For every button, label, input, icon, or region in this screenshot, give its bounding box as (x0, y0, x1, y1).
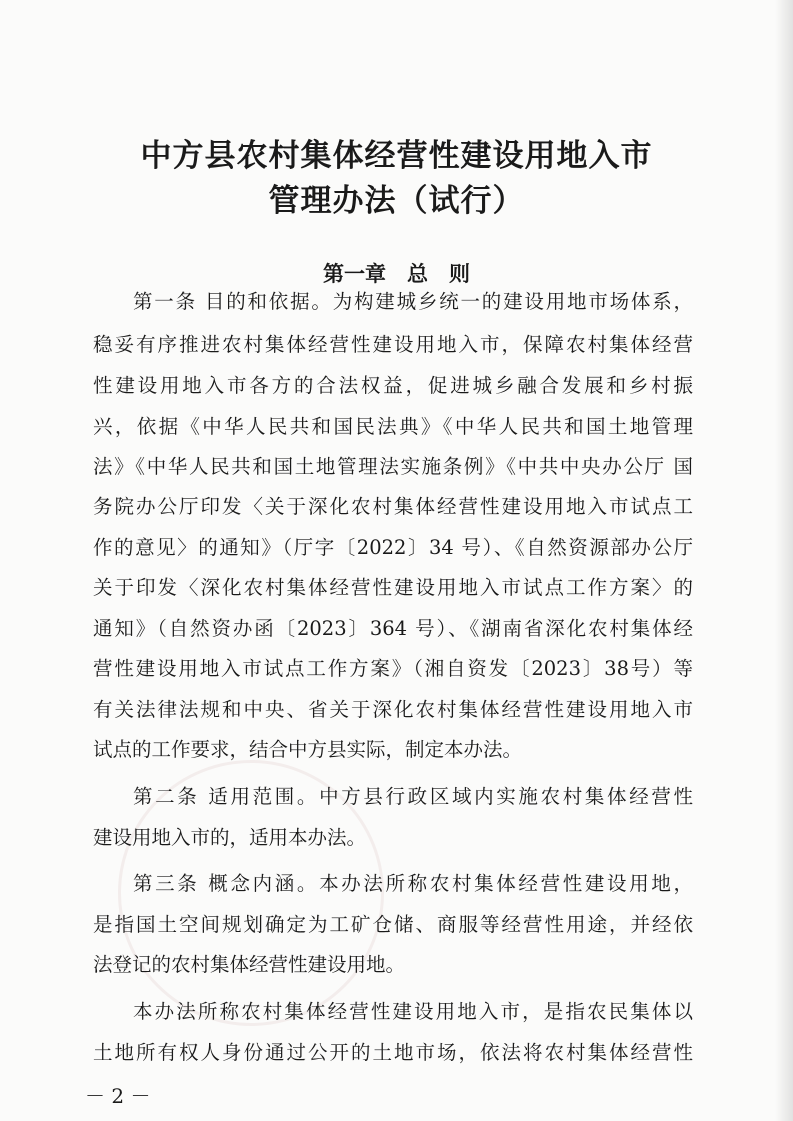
body-line: 第一条 目的和依据。为构建城乡统一的建设用地市场体系， (133, 290, 693, 313)
body-line: 土地所有权人身份通过公开的土地市场，依法将农村集体经营性 (93, 1041, 693, 1064)
body-line: 第三条 概念内涵。本办法所称农村集体经营性建设用地， (133, 872, 693, 895)
body-line: 法》《中华人民共和国土地管理法实施条例》《中共中央办公厅 国 (93, 455, 693, 478)
body-line: 试点的工作要求，结合中方县实际，制定本办法。 (93, 738, 523, 761)
document-title-line-2: 管理办法（试行） (268, 183, 525, 219)
body-line: 稳妥有序推进农村集体经营性建设用地入市，保障农村集体经营 (93, 333, 693, 356)
body-line: 法登记的农村集体经营性建设用地。 (93, 953, 406, 976)
page-number: － 2 － (85, 1084, 151, 1108)
body-line: 通知》（自然资办函〔2023〕364 号）、《湖南省深化农村集体经 (93, 617, 693, 640)
body-line: 兴，依据《中华人民共和国民法典》《中华人民共和国土地管理 (93, 415, 693, 438)
body-line: 营性建设用地入市试点工作方案》（湘自资发〔2023〕38号）等 (93, 657, 693, 680)
body-line: 务院办公厅印发〈关于深化农村集体经营性建设用地入市试点工 (93, 495, 693, 518)
body-line: 建设用地入市的，适用本办法。 (93, 826, 367, 849)
body-line: 是指国土空间规划确定为工矿仓储、商服等经营性用途，并经依 (93, 913, 693, 936)
body-line: 作的意见〉的通知》（厅字〔2022〕34 号）、《自然资源部办公厅 (93, 536, 693, 559)
document-title-line-1: 中方县农村集体经营性建设用地入市 (140, 138, 653, 174)
body-line: 性建设用地入市各方的合法权益，促进城乡融合发展和乡村振 (93, 374, 693, 397)
body-line: 本办法所称农村集体经营性建设用地入市，是指农民集体以 (133, 1000, 693, 1023)
chapter-heading: 第一章 总 则 (323, 261, 470, 286)
body-line: 第二条 适用范围。中方县行政区域内实施农村集体经营性 (133, 785, 693, 808)
body-line: 有关法律法规和中央、省关于深化农村集体经营性建设用地入市 (93, 698, 693, 721)
body-line: 关于印发〈深化农村集体经营性建设用地入市试点工作方案〉的 (93, 576, 693, 599)
